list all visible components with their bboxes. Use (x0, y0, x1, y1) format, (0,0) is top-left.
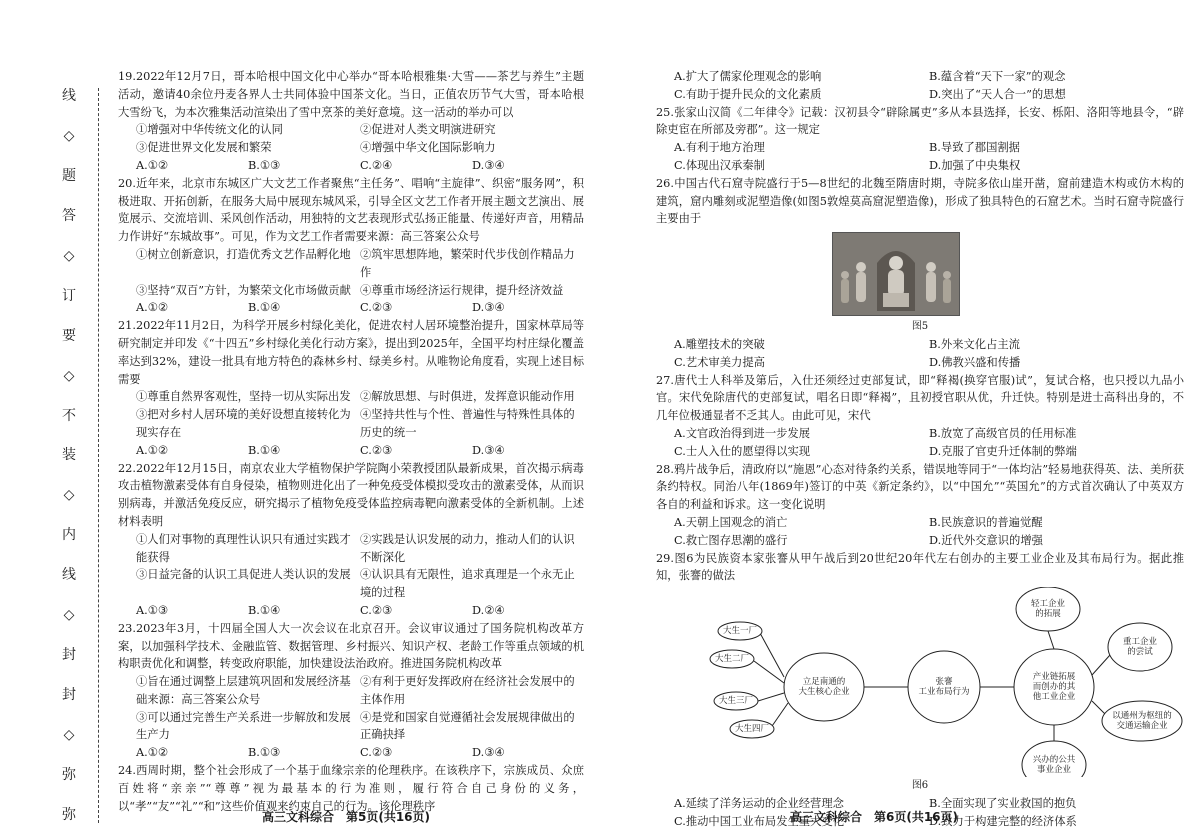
statement-option: ①人们对事物的真理性认识只有通过实践才能获得 (136, 532, 351, 564)
binding-char: 要 (62, 327, 76, 344)
answer-choice: C.救亡图存思潮的盛行 (674, 533, 788, 547)
diagram-sub-label: 大生四厂 (734, 724, 769, 735)
answer-choice: A.文官政治得到进一步发展 (674, 426, 811, 440)
answer-choice: B.①③ (248, 746, 281, 760)
statement-option: ②促进对人类文明演进研究 (360, 123, 496, 137)
statement-option: ①旨在通过调整上层建筑巩固和发展经济基础来源：高三答案公众号 (136, 675, 351, 706)
answer-choices (656, 354, 1184, 372)
diagram-sub-label: 大生一厂 (722, 626, 757, 637)
answer-choice: D.致力于构建完整的经济体系 (929, 814, 1077, 828)
statement-option: ③可以通过完善生产关系进一步解放和发展生产力 (136, 710, 351, 742)
answer-choice: C.艺术审美力提高 (674, 355, 765, 369)
answer-choice: A.①② (136, 443, 169, 457)
answer-choice: C.士人入仕的愿望得以实现 (674, 444, 811, 458)
statement-option: ②有利于更好发挥政府在经济社会发展中的主体作用 (360, 675, 575, 706)
question-stem: 25.张家山汉简《二年律令》记载：汉初县令“辟除属吏”多从本县选择，长安、栎阳、洛阳等地县令，“辟除吏宦在所部及旁郡”。这一规定 (656, 105, 1184, 137)
question-stem: 28.鸦片战争后，清政府以“施恩”心态对待条约关系，错误地等同于“一体均沾”轻易地获得英、法、美所获条约特权。同治八年(1869年)签订的中英《新定条约》，以“中国允”“英国允”的方式首次确认了中英双方各自的利益和诉求。这一变化说明 (656, 462, 1184, 512)
statement-option: ②实践是认识发展的动力，推动人们的认识不断深化 (360, 532, 575, 564)
question-stem: 27.唐代士人科举及第后，入仕还须经过吏部复试，即“释褐(换穿官服)试”，复试合格，也只授以九品小官。宋代免除唐代的吏部复试，唱名日即“释褐”，且初授官职从优，升迁快。特别是进士高科出身的，不几年位极通显者不乏其人。由此可见，宋代 (656, 373, 1184, 423)
statement-option: ③把对乡村人居环境的美好设想直接转化为现实存在 (136, 408, 351, 439)
answer-choices (118, 602, 584, 620)
zhangjian-diagram (656, 587, 1184, 777)
option-row (118, 282, 584, 300)
diagram-right-bottom-label: 以通州为枢纽的 交通运输企业 (1112, 711, 1172, 732)
answer-choices (656, 443, 1184, 461)
diagram-sub-label: 大生二厂 (714, 654, 749, 665)
answer-choice: C.②③ (360, 746, 393, 760)
connector-line (1048, 631, 1054, 649)
answer-choice: D.突出了“天人合一”的思想 (929, 87, 1066, 101)
answer-choice: D.近代外交意识的增强 (929, 533, 1043, 547)
answer-choice: B.外来文化占主流 (929, 337, 1020, 351)
diamond-icon: ◇ (63, 607, 75, 624)
answer-choice: D.克服了官吏升迁体制的弊端 (929, 444, 1077, 458)
answer-choice: B.①④ (248, 301, 281, 315)
answer-choice: D.②④ (472, 603, 505, 617)
question-stem: 22.2022年12月15日，南京农业大学植物保护学院陶小荣教授团队最新成果，首次揭示病毒攻击植物激素受体有自身侵染，植物则进化出了一种免疫受体模拟受攻击的激素受体，从而识别病毒，并激活免疫反应，研究揭示了植物免疫受体监控病毒靶向激素受体的全新机制。上述材料表明 (118, 461, 584, 528)
answer-choice: B.全面实现了实业救国的抱负 (929, 796, 1077, 810)
diagram-left-hub-label: 立足南通的 大生核心企业 (798, 677, 850, 698)
statue-figures-icon (833, 233, 959, 315)
statement-option: ②解放思想、与时俱进，发挥意识能动作用 (360, 390, 575, 404)
answer-choice: D.加强了中央集权 (929, 158, 1021, 172)
answer-choice: C.②③ (360, 301, 393, 315)
answer-choice: D.③④ (472, 746, 505, 760)
statement-option: ①尊重自然界客观性，坚持一切从实际出发 (136, 390, 351, 404)
diagram-bottom-label: 兴办的公共 事业企业 (1032, 755, 1076, 776)
answer-choices (656, 425, 1184, 443)
statement-option: ①树立创新意识，打造优秀文艺作品孵化地 (136, 247, 351, 261)
binding-char: 封 (62, 687, 76, 704)
binding-dashed-line (98, 88, 99, 823)
answer-choice: A.延续了洋务运动的企业经营理念 (674, 796, 844, 810)
answer-choice: D.③④ (472, 158, 505, 172)
binding-char: 封 (62, 647, 76, 664)
answer-choice: C.有助于提升民众的文化素质 (674, 87, 822, 101)
answer-choice: A.①② (136, 301, 169, 315)
statement-option: ④坚持共性与个性、普遍性与特殊性具体的历史的统一 (360, 408, 575, 439)
answer-choice: B.①④ (248, 603, 281, 617)
diagram-center-label: 张謇 工业布局行为 (918, 677, 970, 698)
question-stem: 24.西周时期，整个社会形成了一个基于血缘宗亲的伦理秩序。在该秩序下，宗族成员、众庶百姓将“亲亲”“尊尊”视为最基本的行为准则，履行符合自己身份的义务，以“孝”“友”“礼”“和”这些价值观来约束自己的行为。该伦理秩序 (118, 764, 584, 813)
answer-choices (656, 336, 1184, 354)
page-footer-right: 高三文科综合 第6页(共16页) (790, 810, 959, 824)
figure-caption: 图5 (911, 321, 929, 333)
answer-choices (118, 744, 584, 762)
binding-char: 弥 (62, 766, 76, 783)
diagram-right-hub-label: 产业链拓展 而创办的其 他工业企业 (1032, 672, 1076, 703)
answer-choices (118, 299, 584, 317)
question-stem: 21.2022年11月2日，为科学开展乡村绿化美化，促进农村人居环境整治提升，国家林草局等研究制定并印发《“十四五”乡村绿化美化行动方案》，提出到2025年，全国平均村庄绿化覆盖率达到32%，建设一批具有地方特色的森林乡村、绿美乡村。从唯物论角度看，实现上述目标需要 (118, 319, 584, 386)
diagram-right-top-label: 重工企业 的尝试 (1122, 637, 1157, 658)
answer-choice: D.③④ (472, 443, 505, 457)
option-row (118, 139, 584, 157)
binding-char: 线 (62, 567, 76, 584)
option-row (118, 388, 584, 406)
question-stem: 20.近年来，北京市东城区广大文艺工作者聚焦“主任务”、唱响“主旋律”、织密“服务网”，积极进取、开拓创新，在服务大局中展现东城风采，引导全区文艺工作者开展主题文艺演出、展览展示、交流培训、采风创作活动，用独特的文艺表现形式弘扬正能量、传递好声音，用精品力作讲好“东城故事”。可见，作为文艺工作者需要来源：高三答案公众号 (118, 176, 584, 244)
statement-option: ④增强中华文化国际影响力 (360, 141, 496, 155)
binding-char: 内 (62, 527, 76, 544)
statement-option: ④是党和国家自觉遵循社会发展规律做出的正确抉择 (360, 710, 575, 742)
diagram-top-label: 轻工企业 的拓展 (1030, 599, 1065, 620)
binding-char: 答 (62, 207, 76, 224)
answer-choice: A.扩大了儒家伦理观念的影响 (674, 70, 822, 83)
binding-char: 装 (62, 447, 76, 464)
answer-choice: B.①④ (248, 443, 281, 457)
answer-choices (118, 157, 584, 175)
statement-option: ③促进世界文化发展和繁荣 (136, 141, 272, 155)
page-footer-left: 高三文科综合 第5页(共16页) (262, 810, 431, 824)
diamond-icon: ◇ (63, 247, 75, 264)
diamond-icon: ◇ (63, 367, 75, 384)
answer-choice: B.导致了郡国割据 (929, 141, 1020, 155)
option-row (118, 531, 584, 567)
diamond-icon: ◇ (63, 487, 75, 504)
answer-choices (656, 86, 1184, 104)
statement-option: ①增强对中华传统文化的认同 (136, 123, 283, 137)
answer-choice: C.②③ (360, 603, 393, 617)
right-column (656, 68, 1184, 831)
binding-char: 订 (62, 287, 76, 304)
option-row (118, 673, 584, 709)
binding-char: 不 (62, 407, 76, 424)
answer-choices (656, 532, 1184, 550)
answer-choice: C.推动中国工业布局发生重大变化 (674, 814, 844, 828)
answer-choice: B.蕴含着“天下一家”的观念 (929, 70, 1066, 83)
right-page (600, 0, 1200, 838)
statement-option: ④尊重市场经济运行规律，提升经济效益 (360, 283, 564, 297)
statement-option: ③日益完备的认识工具促进人类认识的发展 (136, 568, 351, 582)
question-stem: 26.中国古代石窟寺院盛行于5—8世纪的北魏至隋唐时期，寺院多依山崖开凿，窟前建造木构或仿木构的建筑，窟内雕刻或泥塑造像(如图5敦煌莫高窟泥塑造像)，形成了独具特色的石窟艺术。当时石窟寺院盛行主要由于 (656, 176, 1184, 226)
answer-choices (656, 139, 1184, 157)
binding-char: 题 (62, 167, 76, 184)
answer-choices (656, 68, 1184, 86)
diamond-icon: ◇ (63, 127, 75, 144)
answer-choice: A.①③ (136, 603, 169, 617)
answer-choices (118, 442, 584, 460)
question-stem: 23.2023年3月，十四届全国人大一次会议在北京召开。会议审议通过了国务院机构改革方案，以加强科学技术、金融监管、数据管理、乡村振兴、知识产权、老龄工作等重点领域的机构职责优化和调整，转变政府职能，加快建设法治政府。推进国务院机构改革 (118, 621, 584, 671)
answer-choice: C.②④ (360, 158, 393, 172)
answer-choices (656, 157, 1184, 175)
binding-char: 弥 (62, 806, 76, 823)
answer-choice: B.放宽了高级官员的任用标准 (929, 426, 1077, 440)
option-row (118, 709, 584, 745)
question-stem: 19.2022年12月7日，哥本哈根中国文化中心举办“哥本哈根雅集·大雪——茶艺与养生”主题活动，邀请40余位丹麦各界人士共同体验中国茶文化。当日，正值农历节气大雪，哥本哈根大雪纷飞，为本次雅集活动渲染出了雪中烹茶的美好意境。这一活动的举办可以 (118, 70, 584, 119)
option-row (118, 121, 584, 139)
answer-choices (656, 514, 1184, 532)
binding-margin (58, 88, 80, 823)
diagram-sub-label: 大生三厂 (718, 696, 753, 707)
dunhuang-statue-photo (832, 232, 960, 316)
option-row (118, 566, 584, 602)
answer-choice: D.佛教兴盛和传播 (929, 355, 1021, 369)
statement-option: ②筑牢思想阵地，繁荣时代步伐创作精品力作 (360, 247, 575, 279)
statement-option: ③坚持“双百”方针，为繁荣文化市场做贡献 (136, 283, 351, 297)
option-row (118, 406, 584, 442)
answer-choice: A.①② (136, 746, 169, 760)
answer-choice: A.天朝上国观念的消亡 (674, 515, 788, 529)
question-stem: 29.图6为民族资本家张謇从甲午战后到20世纪20年代左右创办的主要工业企业及其布局行为。据此推知，张謇的做法 (656, 551, 1184, 583)
left-column (118, 68, 584, 815)
answer-choice: A.①② (136, 158, 169, 172)
diamond-icon: ◇ (63, 727, 75, 743)
answer-choice: D.③④ (472, 301, 505, 315)
answer-choice: A.雕塑技术的突破 (674, 337, 765, 351)
answer-choice: A.有利于地方治理 (674, 141, 765, 155)
answer-choice: C.②③ (360, 443, 393, 457)
answer-choice: B.民族意识的普遍觉醒 (929, 515, 1043, 529)
binding-char: 线 (62, 88, 76, 104)
answer-choice: C.体现出汉承秦制 (674, 158, 765, 172)
option-row (118, 246, 584, 282)
figure-caption: 图6 (911, 780, 929, 792)
statement-option: ④认识具有无限性，追求真理是一个永无止境的过程 (360, 568, 575, 600)
answer-choice: B.①③ (248, 158, 281, 172)
